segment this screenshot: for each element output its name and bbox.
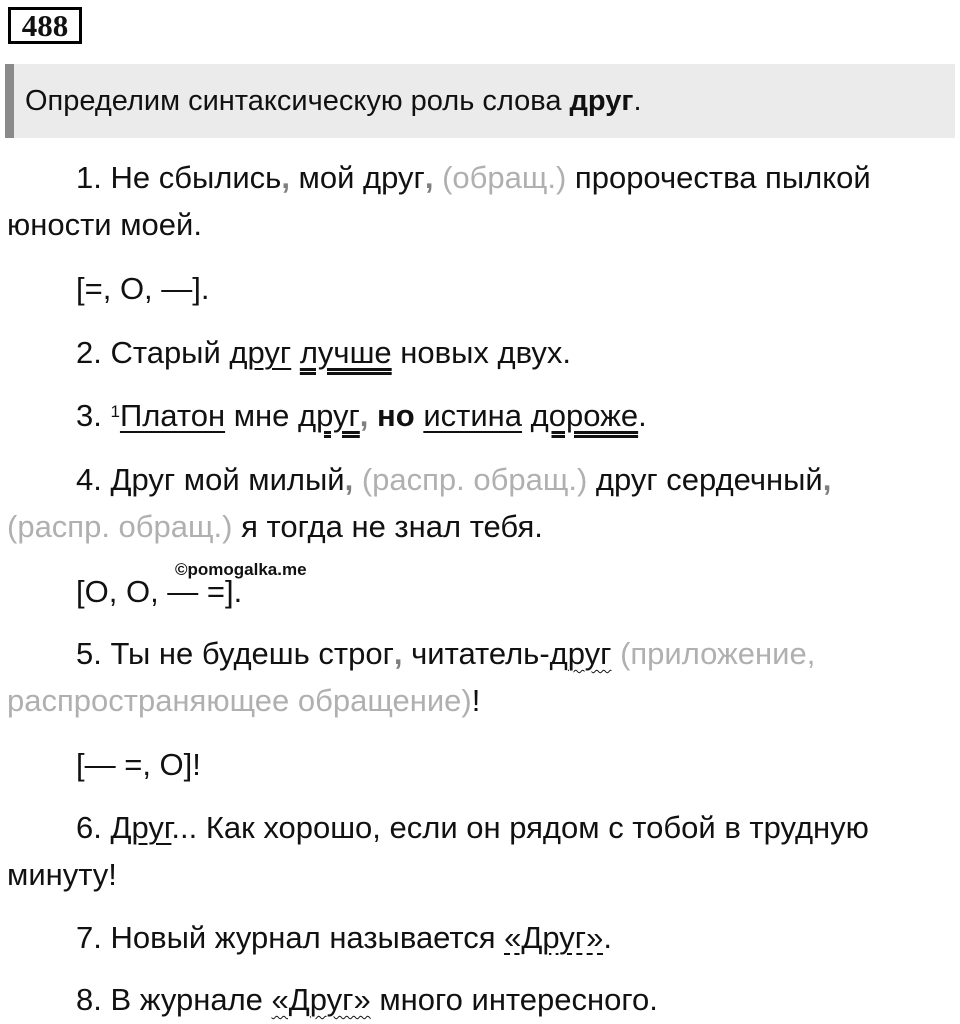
s4-text: 4. Друг мой милый bbox=[76, 462, 345, 497]
comma: , bbox=[344, 462, 354, 497]
exercise-number: 488 bbox=[8, 7, 82, 44]
s4-address-2: друг сердечный bbox=[587, 462, 823, 497]
s3-subject-1: Платон bbox=[119, 398, 226, 433]
s5-address: читатель- bbox=[402, 636, 550, 671]
instruction-keyword: друг bbox=[569, 85, 634, 117]
s8-apposition: «Друг» bbox=[271, 982, 371, 1017]
s3-predicate-2: дороже bbox=[530, 398, 639, 433]
s3-conjunction: но bbox=[377, 398, 415, 433]
s7-text: 7. Новый журнал называется bbox=[76, 920, 505, 955]
instruction-end: . bbox=[633, 85, 642, 117]
instruction-banner bbox=[5, 64, 955, 138]
comma: , bbox=[393, 636, 403, 671]
scheme-5: [— =, О]! bbox=[76, 747, 201, 782]
s3-subject-2: истина bbox=[423, 398, 523, 433]
sentence-5-cont bbox=[7, 681, 480, 721]
s5-text: 5. Ты не будешь строг bbox=[76, 636, 394, 671]
s8-text: 8. В журнале bbox=[76, 982, 272, 1017]
comma: , bbox=[822, 462, 832, 497]
s3-superscript: 1 bbox=[110, 402, 120, 421]
s5-note-2: распространяющее обращение) bbox=[7, 683, 472, 718]
sentence-7 bbox=[76, 918, 612, 958]
s3-num: 3. bbox=[76, 398, 111, 433]
s1-note: (обращ.) bbox=[433, 160, 567, 195]
s1-text: 1. Не сбылись bbox=[76, 160, 282, 195]
sentence-2 bbox=[76, 333, 571, 373]
comma: , bbox=[359, 398, 369, 433]
sentence-8 bbox=[76, 980, 658, 1020]
sentence-3 bbox=[76, 396, 647, 436]
watermark: ©pomogalka.me bbox=[175, 560, 307, 579]
space bbox=[522, 398, 531, 433]
s8-end: много интересного. bbox=[370, 982, 658, 1017]
s4-note-2: (распр. обращ.) bbox=[7, 509, 233, 544]
s4-text-end: я тогда не знал тебя. bbox=[232, 509, 543, 544]
sentence-6 bbox=[76, 808, 869, 848]
s2-text: 2. Старый bbox=[76, 335, 230, 370]
s2-text-end: новых двух. bbox=[391, 335, 572, 370]
comma: , bbox=[281, 160, 290, 195]
s4-note-1: (распр. обращ.) bbox=[353, 462, 588, 497]
scheme-4: [О, О, — =]. bbox=[76, 574, 243, 609]
s6-subject: Друг bbox=[110, 810, 172, 845]
s6-num: 6. bbox=[76, 810, 111, 845]
s2-predicate: лучше bbox=[299, 335, 392, 370]
sentence-5 bbox=[76, 634, 815, 674]
sentence-4 bbox=[76, 460, 831, 500]
s5-apposition: друг bbox=[549, 636, 612, 671]
s3-end: . bbox=[638, 398, 647, 433]
s2-subject: друг bbox=[229, 335, 292, 370]
space bbox=[368, 398, 377, 433]
space bbox=[291, 335, 300, 370]
instruction-text: Определим синтаксическую роль слова bbox=[25, 85, 570, 117]
sentence-1-cont: юности моей. bbox=[7, 207, 202, 242]
s1-text-end: пророчества пылкой bbox=[566, 160, 871, 195]
sentence-6-cont: минуту! bbox=[7, 857, 117, 892]
s5-end: ! bbox=[471, 683, 481, 718]
s7-end: . bbox=[603, 920, 612, 955]
sentence-4-cont bbox=[7, 507, 543, 547]
scheme-1: [=, О, —]. bbox=[76, 271, 210, 306]
s3-text: мне bbox=[225, 398, 298, 433]
s3-predicate-1: друг bbox=[297, 398, 360, 433]
s7-object: «Друг» bbox=[504, 920, 604, 955]
s1-address: мой друг bbox=[289, 160, 425, 195]
s6-text: ... Как хорошо, если он рядом с тобой в трудную bbox=[171, 810, 869, 845]
s5-note: (приложение, bbox=[611, 636, 816, 671]
comma: , bbox=[424, 160, 434, 195]
sentence-1 bbox=[76, 158, 871, 198]
